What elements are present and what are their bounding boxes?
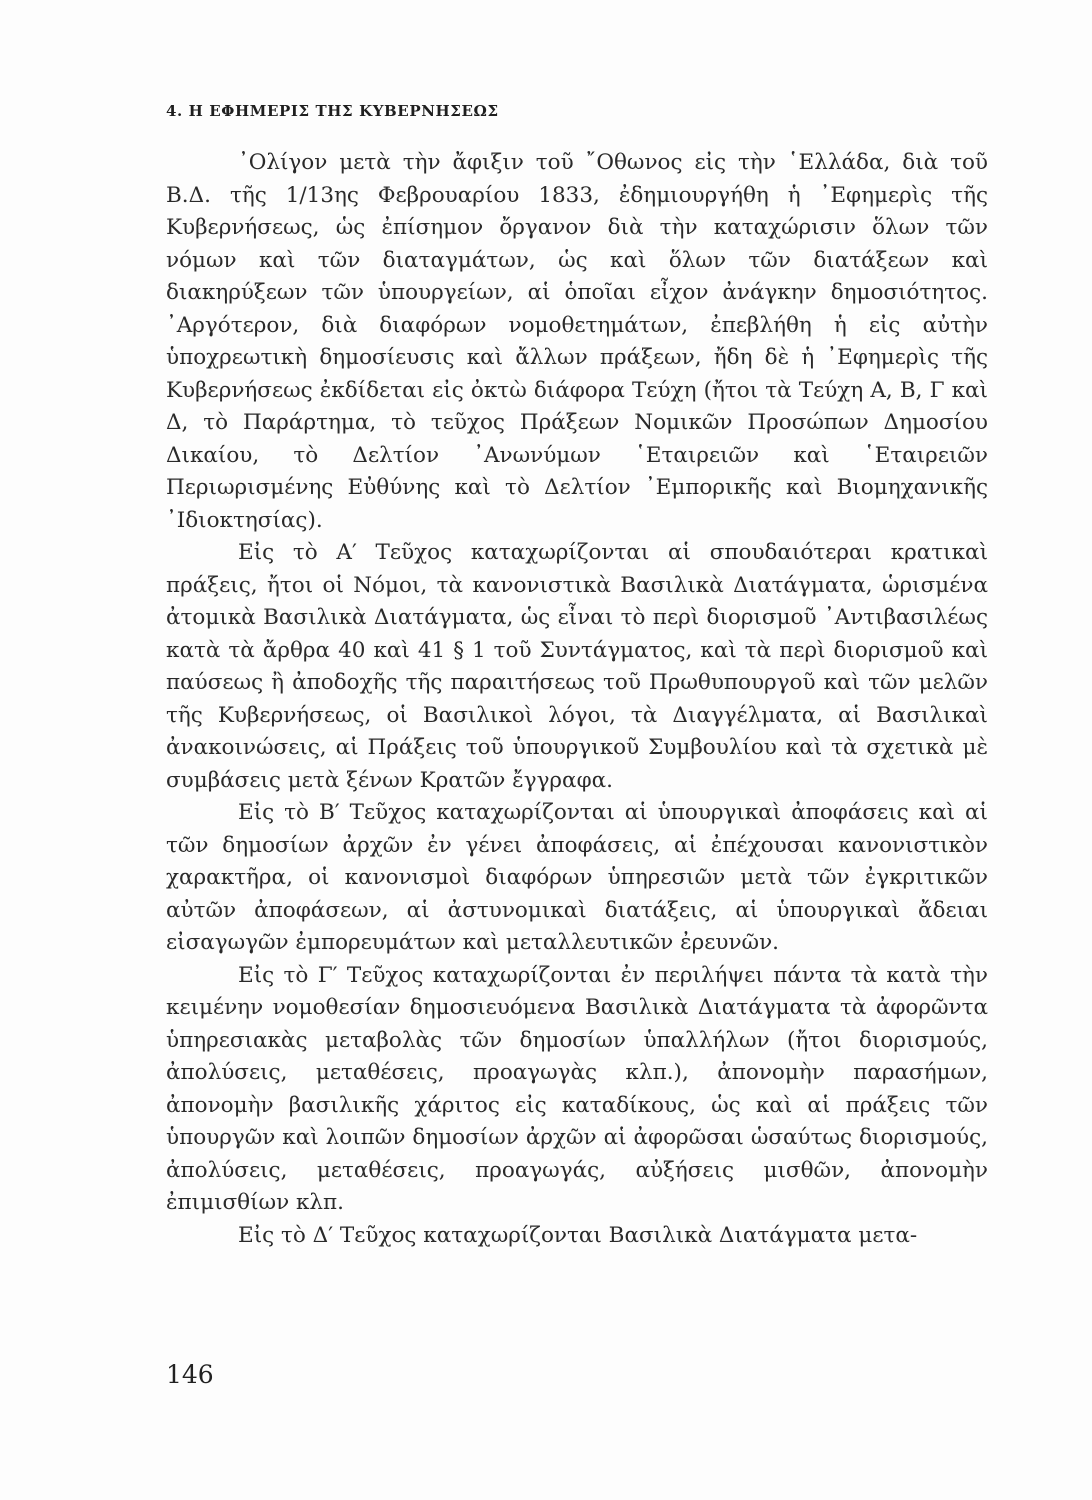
- paragraph-issue-d: Εἰς τὸ Δ′ Τεῦχος καταχωρίζονται Βασιλικὰ Διατάγματα μετα-: [238, 1222, 918, 1248]
- paragraph-issue-a: Εἰς τὸ Α′ Τεῦχος καταχωρίζονται αἱ σπουδαιότεραι κρατικαὶ πράξεις, ἤτοι οἱ Νόμοι, τὰ κανονιστικὰ Βασιλικὰ Διατάγματα, ὡρισμένα ἀτομικὰ Βασιλικὰ Διατάγματα, ὡς εἶναι τὸ περὶ διορισμοῦ ᾿Αντιβασιλέως κατὰ τὰ ἄρθρα 40 καὶ 41 § 1 τοῦ Συντάγματος, καὶ τὰ περὶ διορισμοῦ καὶ παύσεως ἢ ἀποδοχῆς τῆς παραιτήσεως τοῦ Πρωθυπουργοῦ καὶ τῶν μελῶν τῆς Κυβερνήσεως, οἱ Βασιλικοὶ λόγοι, τὰ Διαγγέλματα, αἱ Βασιλικαὶ ἀνακοινώσεις, αἱ Πράξεις τοῦ ὑπουργικοῦ Συμβουλίου καὶ τὰ σχετικὰ μὲ συμβάσεις μετὰ ξένων Κρατῶν ἔγγραφα.: [166, 540, 988, 793]
- paragraph-issue-b: Εἰς τὸ Β′ Τεῦχος καταχωρίζονται αἱ ὑπουργικαὶ ἀποφάσεις καὶ αἱ τῶν δημοσίων ἀρχῶν ἐν γένει ἀποφάσεις, αἱ ἐπέχουσαι κανονιστικὸν χαρακτῆρα, οἱ κανονισμοὶ διαφόρων ὑπηρεσιῶν μετὰ τῶν ἐγκριτικῶν αὐτῶν ἀποφάσεων, αἱ ἀστυνομικαὶ διατάξεις, αἱ ὑπουργικαὶ ἄδειαι εἰσαγωγῶν ἐμπορευμάτων καὶ μεταλλευτικῶν ἐρευνῶν.: [166, 800, 988, 955]
- section-heading: 4. Η ΕΦΗΜΕΡΙΣ ΤΗΣ ΚΥΒΕΡΝΗΣΕΩΣ: [166, 102, 499, 120]
- body-text: [166, 147, 988, 1252]
- page-number: 146: [166, 1360, 214, 1389]
- paragraph-intro: ᾿Ολίγον μετὰ τὴν ἄφιξιν τοῦ ῎Οθωνος εἰς τὴν ῾Ελλάδα, διὰ τοῦ Β.Δ. τῆς 1/13ης Φεβρουαρίου 1833, ἐδημιουργήθη ἡ ᾿Εφημερὶς τῆς Κυβερνήσεως, ὡς ἐπίσημον ὄργανον διὰ τὴν καταχώρισιν ὅλων τῶν νόμων καὶ τῶν διαταγμάτων, ὡς καὶ ὅλων τῶν διατάξεων καὶ διακηρύξεων τῶν ὑπουργείων, αἱ ὁποῖαι εἶχον ἀνάγκην δημοσιότητος. ᾿Αργότερον, διὰ διαφόρων νομοθετημάτων, ἐπεβλήθη ἡ εἰς αὐτὴν ὑποχρεωτικὴ δημοσίευσις καὶ ἄλλων πράξεων, ἤδη δὲ ἡ ᾿Εφημερὶς τῆς Κυβερνήσεως ἐκδίδεται εἰς ὀκτὼ διάφορα Τεύχη (ἤτοι τὰ Τεύχη Α, Β, Γ καὶ Δ, τὸ Παράρτημα, τὸ τεῦχος Πράξεων Νομικῶν Προσώπων Δημοσίου Δικαίου, τὸ Δελτίον ᾿Ανωνύμων ῾Εταιρειῶν καὶ ῾Εταιρειῶν Περιωρισμένης Εὐθύνης καὶ τὸ Δελτίον ᾿Εμπορικῆς καὶ Βιομηχανικῆς ᾿Ιδιοκτησίας).: [166, 150, 988, 533]
- paragraph-issue-c: Εἰς τὸ Γ′ Τεῦχος καταχωρίζονται ἐν περιλήψει πάντα τὰ κατὰ τὴν κειμένην νομοθεσίαν δημοσιευόμενα Βασιλικὰ Διατάγματα τὰ ἀφορῶντα ὑπηρεσιακὰς μεταβολὰς τῶν δημοσίων ὑπαλλήλων (ἤτοι διορισμούς, ἀπολύσεις, μεταθέσεις, προαγωγὰς κλπ.), ἀπονομὴν παρασήμων, ἀπονομὴν βασιλικῆς χάριτος εἰς καταδίκους, ὡς καὶ αἱ πράξεις τῶν ὑπουργῶν καὶ λοιπῶν δημοσίων ἀρχῶν αἱ ἀφορῶσαι ὡσαύτως διορισμούς, ἀπολύσεις, μεταθέσεις, προαγωγάς, αὐξήσεις μισθῶν, ἀπονομὴν ἐπιμισθίων κλπ.: [166, 962, 988, 1215]
